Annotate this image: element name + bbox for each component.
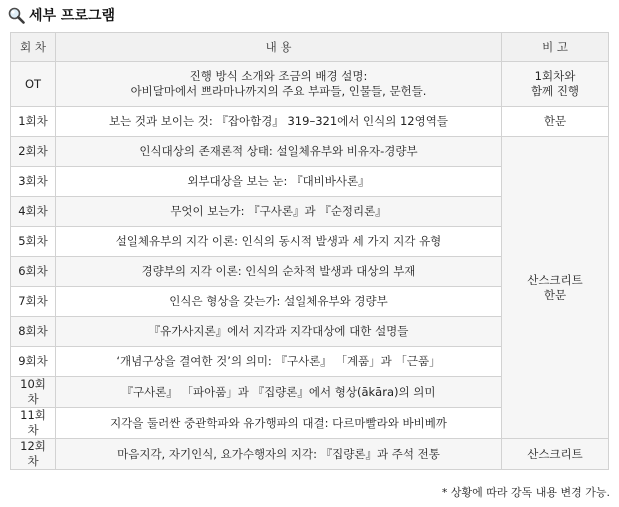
content-cell: 『구사론』 「파아품」과 『집량론』에서 형상(ākāra)의 의미	[56, 377, 502, 408]
content-cell: 보는 것과 보이는 것: 『잡아함경』 319–321에서 인식의 12영역들	[56, 107, 502, 137]
session-cell: 3회차	[11, 167, 56, 197]
column-header-note: 비 고	[502, 33, 609, 62]
note-cell: 산스크리트	[502, 439, 609, 470]
magnifier-icon	[8, 7, 25, 24]
program-table	[10, 32, 609, 470]
table-row	[11, 107, 609, 137]
session-cell: 12회차	[11, 439, 56, 470]
session-cell: 6회차	[11, 257, 56, 287]
content-cell: 경량부의 지각 이론: 인식의 순차적 발생과 대상의 부재	[56, 257, 502, 287]
content-cell: 『유가사지론』에서 지각과 지각대상에 대한 설명들	[56, 317, 502, 347]
note-line: 1회차와	[534, 69, 576, 83]
content-cell: ‘개념구상을 결여한 것’의 의미: 『구사론』 「계품」과 「근품」	[56, 347, 502, 377]
session-cell: 1회차	[11, 107, 56, 137]
session-cell: OT	[11, 62, 56, 107]
table-row	[11, 137, 609, 167]
content-line: 아비달마에서 쁘라마나까지의 주요 부파들, 인물들, 문헌들.	[130, 84, 427, 98]
table-row	[11, 439, 609, 470]
section-header	[8, 4, 115, 26]
session-cell: 11회차	[11, 408, 56, 439]
note-line: 함께 진행	[530, 84, 580, 98]
column-header-content: 내 용	[56, 33, 502, 62]
session-cell: 4회차	[11, 197, 56, 227]
session-cell: 9회차	[11, 347, 56, 377]
content-cell: 설일체유부의 지각 이론: 인식의 동시적 발생과 세 가지 지각 유형	[56, 227, 502, 257]
session-cell: 5회차	[11, 227, 56, 257]
page-title: 세부 프로그램	[29, 8, 116, 24]
content-line: 진행 방식 소개와 조금의 배경 설명:	[189, 69, 368, 83]
note-cell-merged	[502, 137, 609, 439]
note-line: 한문	[543, 287, 567, 302]
session-cell: 2회차	[11, 137, 56, 167]
session-cell: 10회차	[11, 377, 56, 408]
session-cell: 8회차	[11, 317, 56, 347]
note-cell	[502, 62, 609, 107]
footnote: * 상황에 따라 강독 내용 변경 가능.	[441, 486, 610, 499]
content-cell	[56, 62, 502, 107]
content-cell: 지각을 둘러싼 중관학파와 유가행파의 대결: 다르마빨라와 바비베까	[56, 408, 502, 439]
table-row-ot	[11, 62, 609, 107]
content-cell: 인식은 형상을 갖는가: 설일체유부와 경량부	[56, 287, 502, 317]
note-line: 산스크리트	[527, 272, 583, 287]
content-cell: 마음지각, 자기인식, 요가수행자의 지각: 『집량론』과 주석 전통	[56, 439, 502, 470]
session-cell: 7회차	[11, 287, 56, 317]
note-cell: 한문	[502, 107, 609, 137]
column-header-session: 회 차	[11, 33, 56, 62]
content-cell: 외부대상을 보는 눈: 『대비바사론』	[56, 167, 502, 197]
table-header-row	[11, 33, 609, 62]
content-cell: 무엇이 보는가: 『구사론』과 『순정리론』	[56, 197, 502, 227]
content-cell: 인식대상의 존재론적 상태: 설일체유부와 비유자-경량부	[56, 137, 502, 167]
